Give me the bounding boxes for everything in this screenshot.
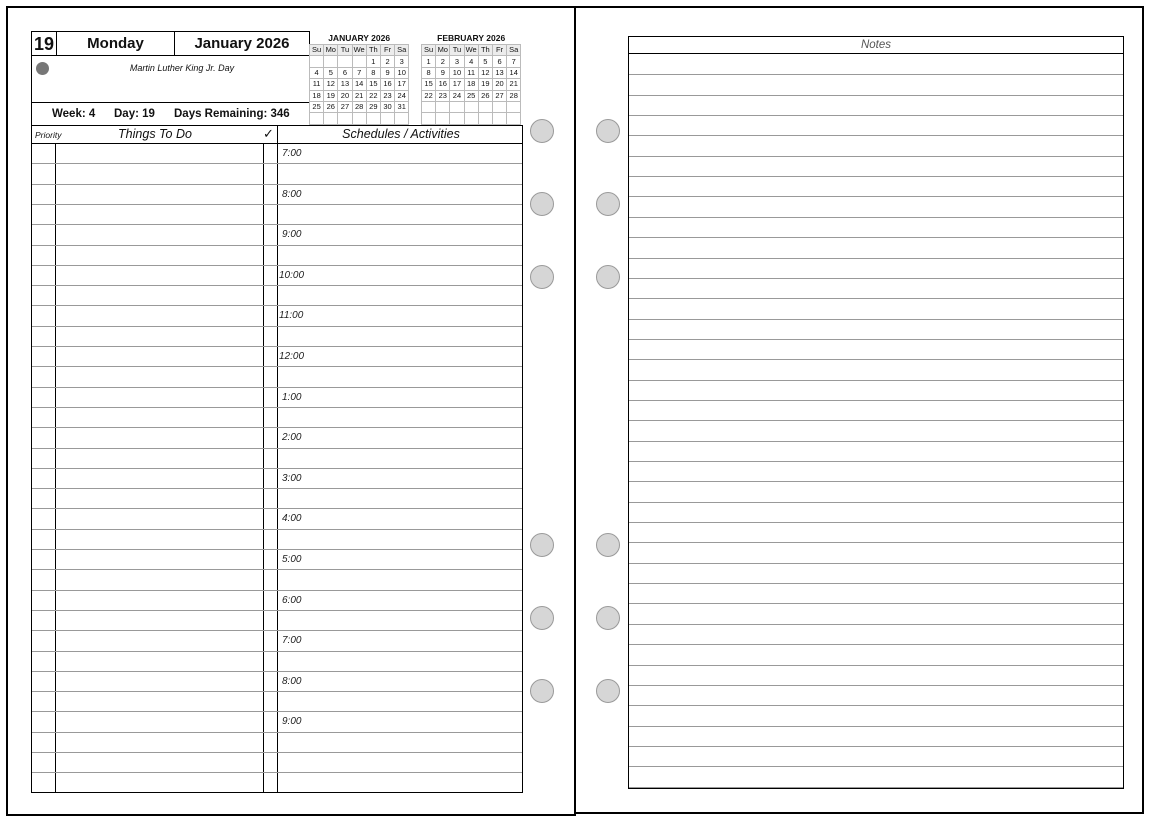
binder-hole [530, 679, 554, 703]
calendar-day[interactable]: 22 [422, 90, 436, 101]
weekday-header: We [353, 45, 365, 55]
calendar-day[interactable]: 23 [436, 90, 450, 101]
calendar-day [366, 113, 380, 124]
calendar-day[interactable]: 4 [310, 67, 324, 78]
calendar-day[interactable]: 13 [338, 79, 352, 90]
calendar-day [422, 113, 436, 124]
notes-line [629, 705, 1123, 706]
day-number: 19 [32, 32, 57, 56]
calendar-day[interactable]: 13 [492, 67, 506, 78]
grid-row-line [32, 569, 522, 570]
calendar-day[interactable]: 23 [380, 90, 394, 101]
weekday-header: Th [478, 45, 492, 56]
binder-hole [596, 192, 620, 216]
calendar-day[interactable]: 18 [310, 90, 324, 101]
binder-hole [530, 192, 554, 216]
calendar-day[interactable]: 14 [507, 67, 521, 78]
calendar-day[interactable]: 5 [324, 67, 338, 78]
grid-row-line [32, 326, 522, 327]
weekday-header: Fr [380, 45, 394, 56]
grid-row-line [32, 752, 522, 753]
grid-row-line [32, 163, 522, 164]
calendar-day[interactable]: 15 [366, 79, 380, 90]
hour-label: 2:00 [282, 432, 302, 444]
calendar-day[interactable]: 11 [310, 79, 324, 90]
calendar-day[interactable]: 28 [507, 90, 521, 101]
hour-label: 7:00 [282, 148, 302, 159]
calendar-day[interactable]: 26 [478, 90, 492, 101]
calendar-day[interactable]: 12 [478, 67, 492, 78]
calendar-day[interactable]: 24 [450, 90, 464, 101]
calendar-day [310, 113, 324, 124]
priority-column-label: Priority [35, 130, 62, 140]
calendar-day[interactable]: 6 [492, 56, 506, 67]
weekday-header: Tu [450, 45, 464, 56]
mini-calendar-grid [421, 44, 521, 125]
calendar-day[interactable]: 11 [464, 67, 478, 78]
notes-line [629, 135, 1123, 136]
grid-row-line [32, 488, 522, 489]
grid-row-line [32, 651, 522, 652]
calendar-week [310, 113, 409, 124]
weekday-header: We [465, 45, 477, 55]
calendar-week [310, 101, 409, 112]
notes-line [629, 542, 1123, 543]
notes-line [629, 583, 1123, 584]
hour-label: 11:00 [279, 310, 304, 322]
calendar-day[interactable]: 5 [478, 56, 492, 67]
hour-label: 1:00 [282, 391, 302, 403]
grid-row-line [32, 448, 522, 449]
notes-line [629, 237, 1123, 238]
calendar-day[interactable]: 24 [395, 90, 409, 101]
calendar-day[interactable]: 27 [338, 101, 352, 112]
calendar-day[interactable]: 19 [478, 79, 492, 90]
days-remaining: Days Remaining: 346 [174, 108, 290, 120]
grid-row-line [32, 245, 522, 246]
notes-line [629, 522, 1123, 523]
calendar-day[interactable]: 3 [395, 56, 409, 67]
calendar-day [324, 56, 338, 67]
calendar-day[interactable]: 9 [380, 67, 394, 78]
grid-row-line [32, 732, 522, 733]
binder-hole [596, 679, 620, 703]
calendar-day [492, 101, 506, 112]
calendar-day[interactable]: 12 [324, 79, 338, 90]
grid-row-line [32, 346, 522, 347]
notes-area[interactable] [628, 36, 1124, 789]
calendar-week [310, 67, 409, 78]
calendar-day[interactable]: 31 [395, 101, 409, 112]
calendar-day[interactable]: 1 [422, 56, 436, 67]
calendar-day[interactable]: 27 [492, 90, 506, 101]
calendar-day [450, 113, 464, 124]
hour-label: 8:00 [282, 675, 302, 687]
schedule-column-divider [277, 126, 278, 792]
notes-line [629, 563, 1123, 564]
calendar-day[interactable]: 4 [464, 56, 478, 67]
calendar-week [310, 90, 409, 101]
calendar-day[interactable]: 29 [366, 101, 380, 112]
notes-line [629, 258, 1123, 259]
calendar-day [422, 101, 436, 112]
grid-row-line [32, 671, 522, 672]
notes-line [629, 441, 1123, 442]
weekday-header: Th [366, 45, 380, 56]
mini-calendar-title: JANUARY 2026 [328, 33, 391, 43]
grid-row-line [32, 529, 522, 530]
calendar-day[interactable]: 22 [366, 90, 380, 101]
left-planner-page [6, 6, 576, 816]
day-name: Monday [57, 32, 175, 56]
notes-line [629, 603, 1123, 604]
calendar-day[interactable]: 21 [352, 90, 366, 101]
calendar-day[interactable]: 9 [436, 67, 450, 78]
weekday-header: Fr [492, 45, 506, 56]
notes-title: Notes [629, 37, 1123, 54]
notes-line [629, 196, 1123, 197]
notes-line [629, 481, 1123, 482]
binder-hole [596, 119, 620, 143]
mini-calendar-grid [309, 44, 409, 125]
notes-line [629, 461, 1123, 462]
calendar-day[interactable]: 8 [366, 67, 380, 78]
calendar-week [422, 90, 521, 101]
calendar-day[interactable]: 19 [324, 90, 338, 101]
notes-line [629, 156, 1123, 157]
calendar-week [422, 56, 521, 67]
month-year: January 2026 [175, 32, 309, 56]
notes-line [629, 319, 1123, 320]
grid-row-line [32, 366, 522, 367]
mini-calendar-january [309, 33, 409, 125]
week-number: Week: 4 [52, 108, 96, 120]
calendar-day[interactable]: 16 [436, 79, 450, 90]
binder-hole [530, 265, 554, 289]
binder-hole [530, 119, 554, 143]
calendar-day[interactable]: 16 [380, 79, 394, 90]
grid-row-line [32, 468, 522, 469]
grid-row-line [32, 305, 522, 306]
notes-line [629, 766, 1123, 767]
calendar-day[interactable]: 14 [352, 79, 366, 90]
calendar-day[interactable]: 3 [450, 56, 464, 67]
calendar-day [352, 56, 366, 67]
calendar-week [422, 79, 521, 90]
calendar-day [436, 113, 450, 124]
notes-line [629, 400, 1123, 401]
calendar-day [436, 101, 450, 112]
calendar-day[interactable]: 25 [310, 101, 324, 112]
notes-line [629, 787, 1123, 788]
notes-line [629, 685, 1123, 686]
grid-row-line [32, 407, 522, 408]
schedules-activities-title: Schedules / Activities [342, 127, 460, 141]
weekday-header: Sa [507, 45, 521, 56]
grid-row-line [32, 508, 522, 509]
binder-hole [596, 265, 620, 289]
calendar-day[interactable]: 25 [464, 90, 478, 101]
calendar-day [380, 113, 394, 124]
notes-line [629, 420, 1123, 421]
grid-row-line [32, 711, 522, 712]
weekday-header: Sa [395, 45, 409, 56]
weekday-header: Tu [338, 45, 352, 56]
binder-hole [596, 533, 620, 557]
weekday-header: Mo [437, 45, 448, 55]
calendar-day [395, 113, 409, 124]
calendar-day[interactable]: 7 [507, 56, 521, 67]
calendar-week [422, 113, 521, 124]
binder-hole [596, 606, 620, 630]
hour-label: 9:00 [282, 229, 302, 241]
right-notes-page [574, 6, 1144, 814]
date-header [31, 31, 310, 103]
notes-line [629, 95, 1123, 96]
calendar-day[interactable]: 8 [422, 67, 436, 78]
calendar-day [507, 101, 521, 112]
calendar-week [310, 79, 409, 90]
notes-line [629, 644, 1123, 645]
checkmark-icon: ✓ [263, 126, 274, 141]
calendar-day[interactable]: 1 [366, 56, 380, 67]
binder-hole [530, 533, 554, 557]
notes-line [629, 726, 1123, 727]
notes-line [629, 217, 1123, 218]
grid-row-line [32, 184, 522, 185]
calendar-day[interactable]: 18 [464, 79, 478, 90]
calendar-day[interactable]: 17 [450, 79, 464, 90]
hour-label: 12:00 [279, 351, 305, 362]
notes-line [629, 298, 1123, 299]
grid-row-line [32, 610, 522, 611]
hour-label: 3:00 [282, 472, 302, 484]
calendar-week [310, 56, 409, 67]
calendar-day [492, 113, 506, 124]
grid-row-line [32, 590, 522, 591]
calendar-day[interactable]: 20 [492, 79, 506, 90]
grid-row-line [32, 224, 522, 225]
hour-label: 9:00 [282, 716, 302, 728]
calendar-week [422, 67, 521, 78]
weekday-header: Su [310, 45, 324, 56]
grid-row-line [32, 549, 522, 550]
calendar-week [422, 101, 521, 112]
grid-row-line [32, 265, 522, 266]
new-moon-icon [36, 62, 49, 75]
notes-line [629, 176, 1123, 177]
grid-row-line [32, 630, 522, 631]
calendar-day [478, 113, 492, 124]
calendar-day [338, 113, 352, 124]
calendar-day [338, 56, 352, 67]
calendar-day[interactable]: 17 [395, 79, 409, 90]
hour-label: 7:00 [282, 635, 302, 647]
grid-row-line [32, 285, 522, 286]
weekday-header: Su [422, 45, 436, 56]
planner-grid [31, 125, 523, 793]
hour-label: 8:00 [282, 188, 302, 200]
mini-calendar-title: FEBRUARY 2026 [437, 33, 506, 43]
calendar-day[interactable]: 6 [338, 67, 352, 78]
stats-bar [31, 103, 310, 126]
hour-label: 10:00 [279, 269, 305, 281]
calendar-day [450, 101, 464, 112]
notes-line [629, 746, 1123, 747]
calendar-day[interactable]: 2 [380, 56, 394, 67]
notes-line [629, 502, 1123, 503]
notes-line [629, 665, 1123, 666]
hour-label: 6:00 [282, 594, 302, 606]
calendar-day[interactable]: 15 [422, 79, 436, 90]
calendar-day[interactable]: 21 [507, 79, 521, 90]
hour-label: 4:00 [282, 513, 302, 525]
calendar-day[interactable]: 7 [352, 67, 366, 78]
binder-hole [530, 606, 554, 630]
things-to-do-title: Things To Do [118, 127, 192, 141]
calendar-day [324, 113, 338, 124]
notes-line [629, 359, 1123, 360]
notes-line [629, 115, 1123, 116]
holiday-label: Martin Luther King Jr. Day [129, 63, 235, 73]
calendar-day [464, 101, 478, 112]
grid-row-line [32, 772, 522, 773]
notes-line [629, 278, 1123, 279]
notes-line [629, 624, 1123, 625]
grid-row-line [32, 204, 522, 205]
mini-calendar-february [421, 33, 521, 125]
weekday-header: Mo [325, 45, 336, 55]
calendar-day[interactable]: 30 [380, 101, 394, 112]
calendar-day [507, 113, 521, 124]
notes-line [629, 74, 1123, 75]
calendar-day[interactable]: 26 [324, 101, 338, 112]
calendar-day[interactable]: 20 [338, 90, 352, 101]
day-of-year: Day: 19 [114, 108, 155, 120]
calendar-day[interactable]: 10 [395, 67, 409, 78]
calendar-day[interactable]: 28 [352, 101, 366, 112]
grid-row-line [32, 427, 522, 428]
grid-row-line [32, 691, 522, 692]
calendar-day [310, 56, 324, 67]
grid-row-line [32, 387, 522, 388]
hour-label: 5:00 [282, 554, 302, 565]
calendar-day [464, 113, 478, 124]
notes-line [629, 339, 1123, 340]
notes-line [629, 380, 1123, 381]
calendar-day [352, 113, 366, 124]
calendar-day[interactable]: 10 [450, 67, 464, 78]
calendar-day [478, 101, 492, 112]
calendar-day[interactable]: 2 [436, 56, 450, 67]
